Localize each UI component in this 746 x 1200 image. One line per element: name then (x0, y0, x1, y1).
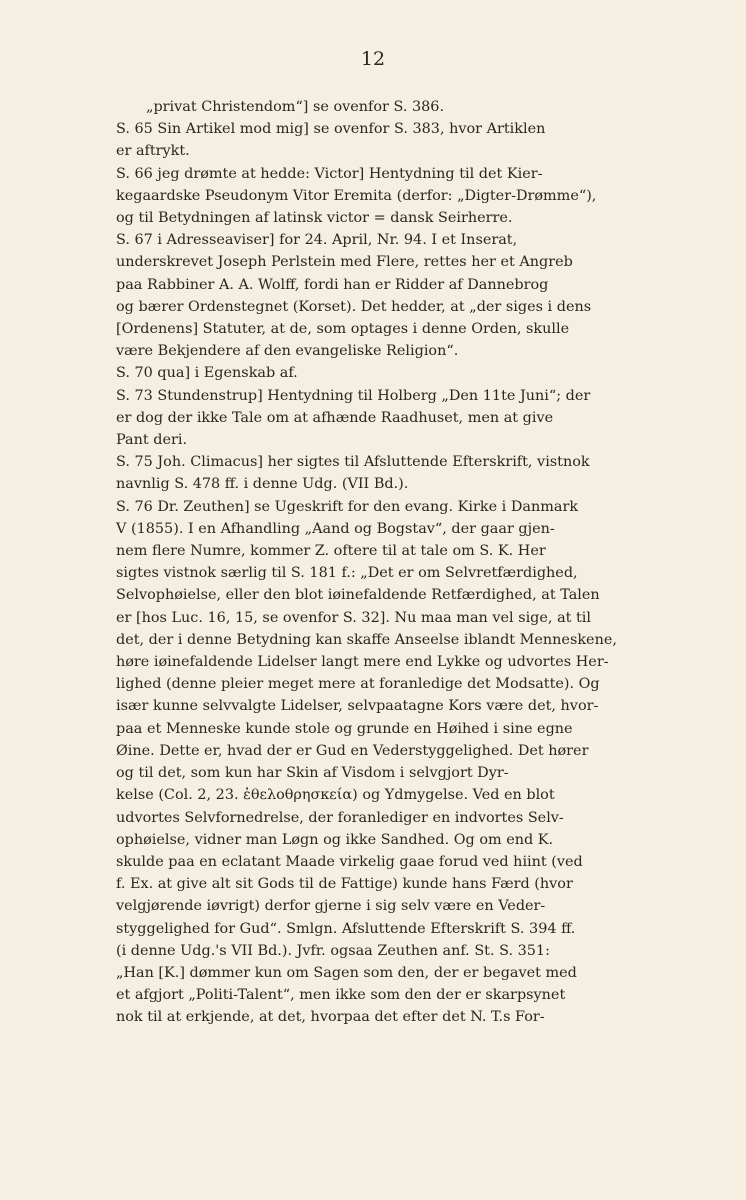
note-continuation (116, 96, 646, 118)
text-line: høre iøinefaldende Lidelser langt mere end Lykke og udvortes Her- (116, 654, 609, 671)
text-line: ophøielse, vidner man Løgn og ikke Sandhed. Og om end K. (116, 831, 554, 848)
text-line: (i denne Udg.'s VII Bd.). Jvfr. ogsaa Zeuthen anf. St. S. 351: (116, 942, 550, 959)
text-line: styggelighed for Gud“. Smlgn. Afsluttende Efterskrift S. 394 ff. (116, 920, 576, 937)
text-line: „privat Christendom“] se ovenfor S. 386. (146, 99, 445, 115)
text-line: især kunne selvvalgte Lidelser, selvpaatagne Kors være det, hvor- (116, 698, 599, 715)
text-line: og bærer Ordenstegnet (Korset). Det hedder, at „der siges i dens (116, 298, 592, 315)
note-entry (116, 118, 646, 162)
text-line: er aftrykt. (116, 143, 190, 160)
note-entry (116, 163, 646, 230)
text-line: V (1855). I en Afhandling „Aand og Bogstav“, der gaar gjen- (116, 520, 555, 537)
text-line: et afgjort „Politi-Talent“, men ikke som den der er skarpsynet (116, 987, 566, 1004)
text-line: skulde paa en eclatant Maade virkelig gaae forud ved hiint (ved (116, 853, 583, 870)
text-line: navnlig S. 478 ff. i denne Udg. (VII Bd.). (116, 476, 409, 493)
text-line: Øine. Dette er, hvad der er Gud en Vederstyggelighed. Det hører (116, 742, 589, 759)
text-line: Selvophøielse, eller den blot iøinefaldende Retfærdighed, at Talen (116, 587, 600, 604)
text-line: „Han [K.] dømmer kun om Sagen som den, der er begavet med (116, 964, 577, 981)
text-line: S. 65 Sin Artikel mod mig] se ovenfor S. 383, hvor Artiklen (116, 121, 546, 138)
text-line: S. 75 Joh. Climacus] her sigtes til Afsluttende Efterskrift, vistnok (116, 454, 590, 471)
note-entry (116, 496, 646, 1029)
text-line: Pant deri. (116, 432, 188, 449)
text-line: er [hos Luc. 16, 15, se ovenfor S. 32]. Nu maa man vel sige, at til (116, 609, 591, 626)
text-line: kelse (Col. 2, 23. ἐθελοθρησκεία) og Ydmygelse. Ved en blot (116, 787, 555, 804)
text-line: nok til at erkjende, at det, hvorpaa det efter det N. T.s For- (116, 1009, 545, 1026)
body-text (116, 96, 646, 1029)
text-line: S. 73 Stundenstrup] Hentydning til Holberg „Den 11te Juni“; der (116, 387, 591, 404)
text-line: paa et Menneske kunde stole og grunde en Høihed i sine egne (116, 720, 573, 737)
text-line: være Bekjendere af den evangeliske Religion“. (116, 343, 459, 360)
text-line: udvortes Selvfornedrelse, der foranlediger en indvortes Selv- (116, 809, 564, 826)
text-line: er dog der ikke Tale om at afhænde Raadhuset, men at give (116, 409, 554, 426)
text-line: [Ordenens] Statuter, at de, som optages i denne Orden, skulle (116, 321, 570, 338)
note-entry (116, 385, 646, 452)
text-line: velgjørende iøvrigt) derfor gjerne i sig selv være en Veder- (116, 898, 546, 915)
text-line: sigtes vistnok særlig til S. 181 f.: „Det er om Selvretfærdighed, (116, 565, 578, 582)
text-line: og til Betydningen af latinsk victor = dansk Seirherre. (116, 210, 513, 227)
text-line: kegaardske Pseudonym Vitor Eremita (derfor: „Digter-Drømme“), (116, 187, 597, 204)
note-entry (116, 362, 646, 384)
text-line: S. 70 qua] i Egenskab af. (116, 365, 298, 382)
text-line: S. 67 i Adresseaviser] for 24. April, Nr. 94. I et Inserat, (116, 232, 518, 249)
text-line: paa Rabbiner A. A. Wolff, fordi han er Ridder af Dannebrog (116, 276, 549, 293)
text-line: og til det, som kun har Skin af Visdom i selvgjort Dyr- (116, 765, 509, 782)
text-line: lighed (denne pleier meget mere at foranledige det Modsatte). Og (116, 676, 600, 693)
page-number: 12 (360, 48, 386, 70)
text-line: nem flere Numre, kommer Z. oftere til at tale om S. K. Her (116, 543, 546, 560)
note-entry (116, 229, 646, 362)
text-line: S. 66 jeg drømte at hedde: Victor] Hentydning til det Kier- (116, 165, 543, 182)
text-line: det, der i denne Betydning kan skaffe Anseelse iblandt Menneskene, (116, 631, 617, 648)
text-line: underskrevet Joseph Perlstein med Flere, rettes her et Angreb (116, 254, 573, 271)
text-line: S. 76 Dr. Zeuthen] se Ugeskrift for den evang. Kirke i Danmark (116, 498, 579, 515)
note-entry (116, 451, 646, 495)
text-line: f. Ex. at give alt sit Gods til de Fattige) kunde hans Færd (hvor (116, 876, 573, 893)
